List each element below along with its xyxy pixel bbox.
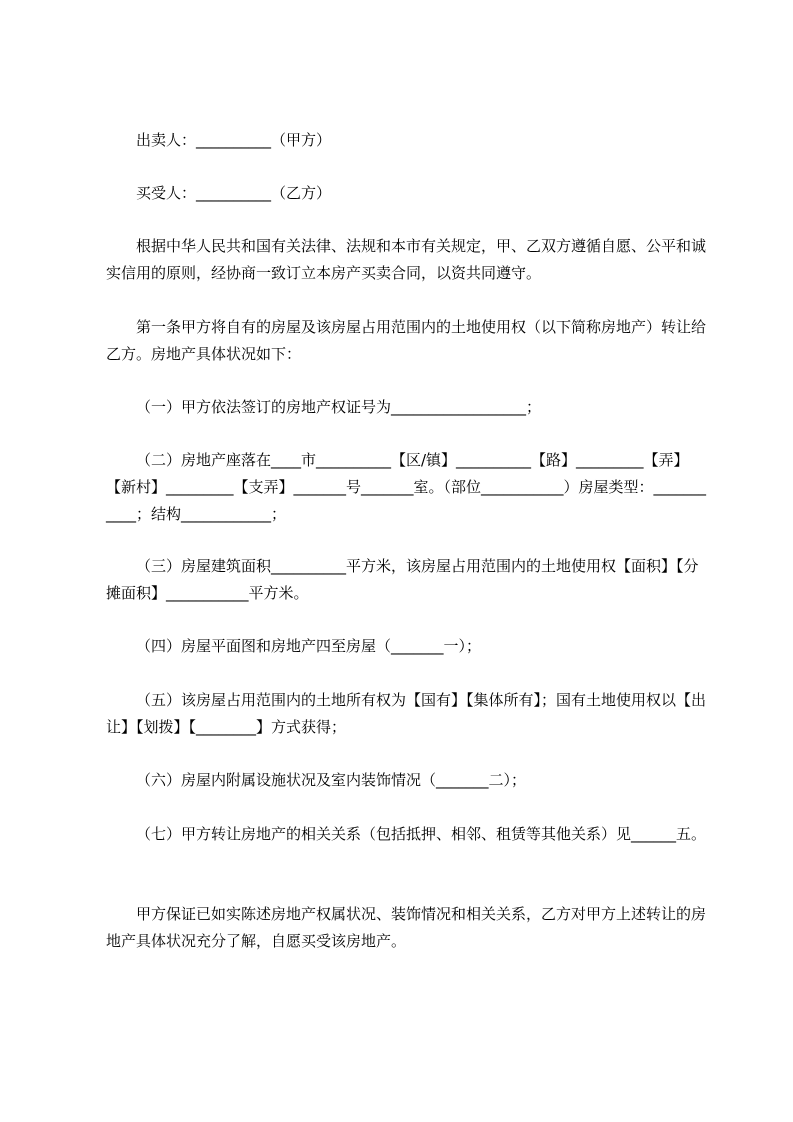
item-7-paragraph: （七）甲方转让房地产的相关关系（包括抵押、相邻、租赁等其他关系）见______五。 [136,825,707,843]
article-1-paragraph: 第一条甲方将自有的房屋及该房屋占用范围内的土地使用权（以下简称房地产）转让给乙方。房地产具体状况如下： [106,318,707,363]
item-6-paragraph: （六）房屋内附属设施状况及室内装饰情况（_______二）； [136,771,527,789]
item-3-paragraph: （三）房屋建筑面积__________平方米，该房屋占用范围内的土地使用权【面积】【分摊面积】___________平方米。 [106,557,699,602]
preamble-paragraph: 根据中华人民共和国有关法律、法规和本市有关规定，甲、乙双方遵循自愿、公平和诚实信用的原则，经协商一致订立本房产买卖合同，以资共同遵守。 [106,237,707,282]
item-4-paragraph: （四）房屋平面图和房地产四至房屋（_______一）； [136,637,482,655]
item-5-paragraph: （五）该房屋占用范围内的土地所有权为【国有】【集体所有】；国有土地使用权以【出让】【划拨】【________】方式获得； [106,691,707,736]
item-2-paragraph: （二）房地产座落在____市__________【区/镇】__________【路】_________【弄】【新村】_________【支弄】_______号_______室。（部位___________）房屋类型：___________；结构____________； [106,451,707,523]
seller-line: 出卖人：__________（甲方） [136,131,332,149]
item-1-paragraph: （一）甲方依法签订的房地产权证号为__________________； [136,398,542,416]
buyer-line: 买受人：__________（乙方） [136,184,332,202]
warranty-paragraph: 甲方保证已如实陈述房地产权属状况、装饰情况和相关关系，乙方对甲方上述转让的房地产具体状况充分了解，自愿买受该房地产。 [106,905,707,950]
